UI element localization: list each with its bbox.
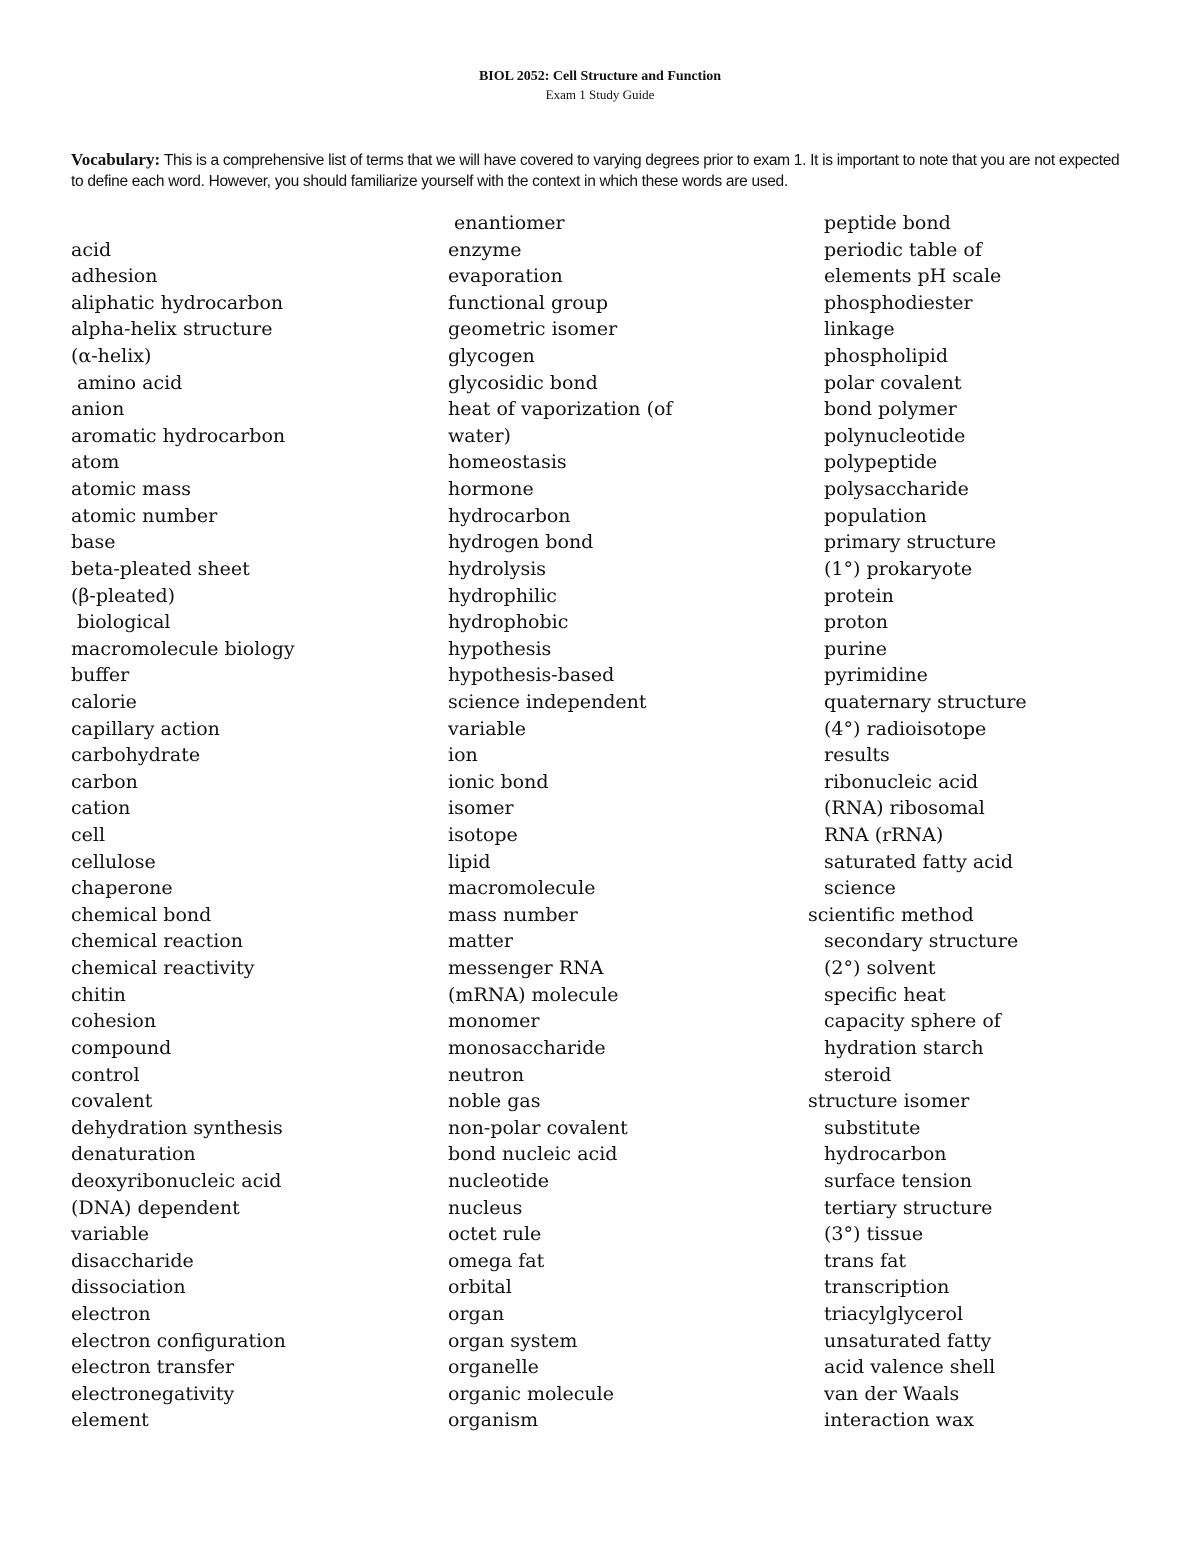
vocab-term: evaporation (448, 265, 563, 288)
vocab-term: carbon (71, 770, 138, 793)
vocab-term: phospholipid (824, 345, 948, 368)
vocab-term: macromolecule biology (71, 637, 295, 660)
vocab-term: van der Waals (824, 1382, 960, 1405)
vocab-term: enzyme (448, 238, 522, 261)
vocab-term: science independent (448, 690, 647, 713)
vocab-term: structure isomer (808, 1090, 970, 1113)
vocab-term: cation (71, 797, 131, 820)
vocab-term: covalent (71, 1090, 153, 1113)
vocab-term: geometric isomer (448, 318, 618, 341)
vocab-term: hypothesis (448, 637, 552, 660)
vocab-term: biological (77, 611, 171, 634)
vocab-term: dehydration synthesis (71, 1116, 283, 1139)
vocab-term: (mRNA) molecule (448, 983, 619, 1006)
vocab-term: specific heat (824, 983, 946, 1006)
vocab-term: aromatic hydrocarbon (71, 424, 286, 447)
vocab-term: carbohydrate (71, 744, 201, 767)
vocab-term: organ (448, 1302, 505, 1325)
vocab-term: omega fat (448, 1249, 545, 1272)
vocab-term: organ system (448, 1329, 578, 1352)
vocab-term: (DNA) dependent (71, 1196, 240, 1219)
vocab-term: electronegativity (71, 1382, 235, 1405)
vocab-term: saturated fatty acid (824, 850, 1014, 873)
vocab-term: nucleus (448, 1196, 523, 1219)
vocab-term: primary structure (824, 531, 997, 554)
vocab-term: buffer (71, 664, 130, 687)
vocab-term: triacylglycerol (824, 1302, 964, 1325)
vocab-term: control (71, 1063, 140, 1086)
vocab-term: periodic table of (824, 238, 982, 261)
vocab-term: variable (448, 717, 527, 740)
vocab-term: isotope (448, 824, 518, 847)
vocab-term: hydrolysis (448, 557, 547, 580)
vocab-term: atom (71, 451, 120, 474)
vocab-term: scientific method (808, 903, 974, 926)
vocab-term: alpha-helix structure (71, 318, 273, 341)
vocab-term: substitute (824, 1116, 921, 1139)
vocab-term: functional group (448, 291, 609, 314)
document-subtitle: Exam 1 Study Guide (545, 87, 655, 102)
vocab-term: (RNA) ribosomal (824, 797, 985, 820)
vocab-term: results (824, 744, 890, 767)
vocab-term: adhesion (71, 265, 158, 288)
vocabulary-intro-text: This is a comprehensive list of terms that we will have covered to varying degrees prior to exam 1. It is important to note that you are not expected to define each word. However, you should familiarize yourself with the context in which these words are used. (71, 152, 1120, 190)
vocab-term: dissociation (71, 1276, 186, 1299)
vocab-term: polysaccharide (824, 478, 969, 501)
vocab-term: nucleotide (448, 1169, 549, 1192)
vocab-term: beta-pleated sheet (71, 557, 250, 580)
vocab-term: hydrocarbon (824, 1143, 947, 1166)
vocab-term: organelle (448, 1356, 539, 1379)
vocab-term: element (71, 1409, 149, 1432)
vocab-term: monosaccharide (448, 1036, 606, 1059)
document-title: BIOL 2052: Cell Structure and Function (478, 69, 722, 84)
vocab-term: lipid (448, 850, 491, 873)
vocab-term: glycosidic bond (448, 371, 598, 394)
vocab-term: science (824, 877, 896, 900)
vocab-term: electron configuration (71, 1329, 286, 1352)
vocab-term: macromolecule (448, 877, 596, 900)
vocab-term: peptide bond (824, 212, 951, 234)
vocab-term: (α-helix) (71, 345, 152, 368)
term-column-1 (71, 210, 295, 1434)
vocab-term: hydrogen bond (448, 531, 594, 554)
vocab-term: cell (71, 824, 106, 847)
vocab-term: trans fat (824, 1249, 907, 1272)
vocab-term: isomer (448, 797, 514, 820)
vocab-term: capillary action (71, 717, 220, 740)
vocab-term: tertiary structure (824, 1196, 993, 1219)
vocab-term: variable (71, 1223, 150, 1246)
vocab-term: ribonucleic acid (824, 770, 979, 793)
vocab-term: matter (448, 930, 513, 953)
vocab-term: linkage (824, 318, 895, 341)
vocab-term: protein (824, 584, 894, 607)
vocab-term: homeostasis (448, 451, 567, 474)
vocab-term: electron (71, 1302, 151, 1325)
vocab-term: messenger RNA (448, 957, 604, 980)
vocab-term: cellulose (71, 850, 156, 873)
vocab-term: (β-pleated) (71, 584, 176, 607)
vocab-term: acid (71, 238, 112, 261)
vocab-term: calorie (71, 690, 137, 713)
vocab-term: noble gas (448, 1090, 541, 1113)
vocab-term: chemical bond (71, 903, 212, 926)
vocab-term: atomic mass (71, 478, 192, 501)
vocab-term: neutron (448, 1063, 525, 1086)
vocabulary-intro (71, 150, 1131, 192)
vocab-term: population (824, 504, 927, 527)
vocab-term: disaccharide (71, 1249, 194, 1272)
vocab-term: polar covalent (824, 371, 962, 394)
vocab-term: bond nucleic acid (448, 1143, 618, 1166)
vocab-term: chemical reactivity (71, 957, 255, 980)
vocab-term: bond polymer (824, 398, 957, 421)
vocab-term: hydrophilic (448, 584, 557, 607)
vocab-term: heat of vaporization (of (448, 398, 673, 421)
vocab-term: (3°) tissue (824, 1223, 924, 1246)
vocab-term: cohesion (71, 1010, 157, 1033)
vocab-term: organic molecule (448, 1382, 614, 1405)
vocab-term: orbital (448, 1276, 512, 1299)
vocab-term: RNA (rRNA) (824, 824, 944, 847)
vocab-term: (1°) prokaryote (824, 557, 973, 580)
vocab-term: secondary structure (824, 930, 1019, 953)
vocab-term: ion (448, 744, 478, 767)
vocab-term: steroid (824, 1063, 892, 1086)
vocab-term: purine (824, 637, 888, 660)
vocab-term: proton (824, 611, 888, 634)
vocab-term: hormone (448, 478, 534, 501)
vocab-term: polynucleotide (824, 424, 966, 447)
vocab-term: chemical reaction (71, 930, 243, 953)
vocab-term: denaturation (71, 1143, 196, 1166)
vocab-term: water) (448, 424, 511, 447)
vocab-term: unsaturated fatty (824, 1329, 992, 1352)
vocab-term: glycogen (448, 345, 535, 368)
vocab-term: interaction wax (824, 1409, 974, 1432)
vocab-term: quaternary structure (824, 690, 1027, 713)
vocab-term: non-polar covalent (448, 1116, 628, 1139)
vocab-term: polypeptide (824, 451, 938, 474)
vocab-term: phosphodiester (824, 291, 973, 314)
vocab-term: deoxyribonucleic acid (71, 1169, 282, 1192)
vocab-term: amino acid (77, 371, 183, 394)
vocab-term: atomic number (71, 504, 218, 527)
vocab-term: chaperone (71, 877, 173, 900)
vocab-term: acid valence shell (824, 1356, 996, 1379)
vocab-term: hydrophobic (448, 611, 569, 634)
vocab-term: mass number (448, 903, 578, 926)
vocab-term: surface tension (824, 1169, 972, 1192)
vocab-term: monomer (448, 1010, 540, 1033)
vocab-term: ionic bond (448, 770, 549, 793)
vocab-term: hydration starch (824, 1036, 984, 1059)
vocab-term: organism (448, 1409, 539, 1432)
vocabulary-label: Vocabulary: (71, 150, 161, 169)
vocab-term: transcription (824, 1276, 950, 1299)
vocab-term: compound (71, 1036, 172, 1059)
vocab-term: base (71, 531, 116, 554)
vocab-term: capacity sphere of (824, 1010, 1001, 1033)
term-column-3 (808, 210, 1027, 1434)
vocab-term: chitin (71, 983, 126, 1006)
term-column-2 (448, 210, 672, 1434)
vocab-term: electron transfer (71, 1356, 235, 1379)
vocab-term: octet rule (448, 1223, 542, 1246)
vocab-term: hydrocarbon (448, 504, 571, 527)
vocab-term: enantiomer (454, 212, 565, 234)
vocab-term: (4°) radioisotope (824, 717, 987, 740)
vocab-term: anion (71, 398, 125, 421)
vocab-term: hypothesis-based (448, 664, 615, 687)
vocab-term (71, 210, 295, 237)
vocab-term: (2°) solvent (824, 957, 936, 980)
vocab-term: aliphatic hydrocarbon (71, 291, 284, 314)
vocab-term: pyrimidine (824, 664, 928, 687)
vocab-term: elements pH scale (824, 265, 1002, 288)
